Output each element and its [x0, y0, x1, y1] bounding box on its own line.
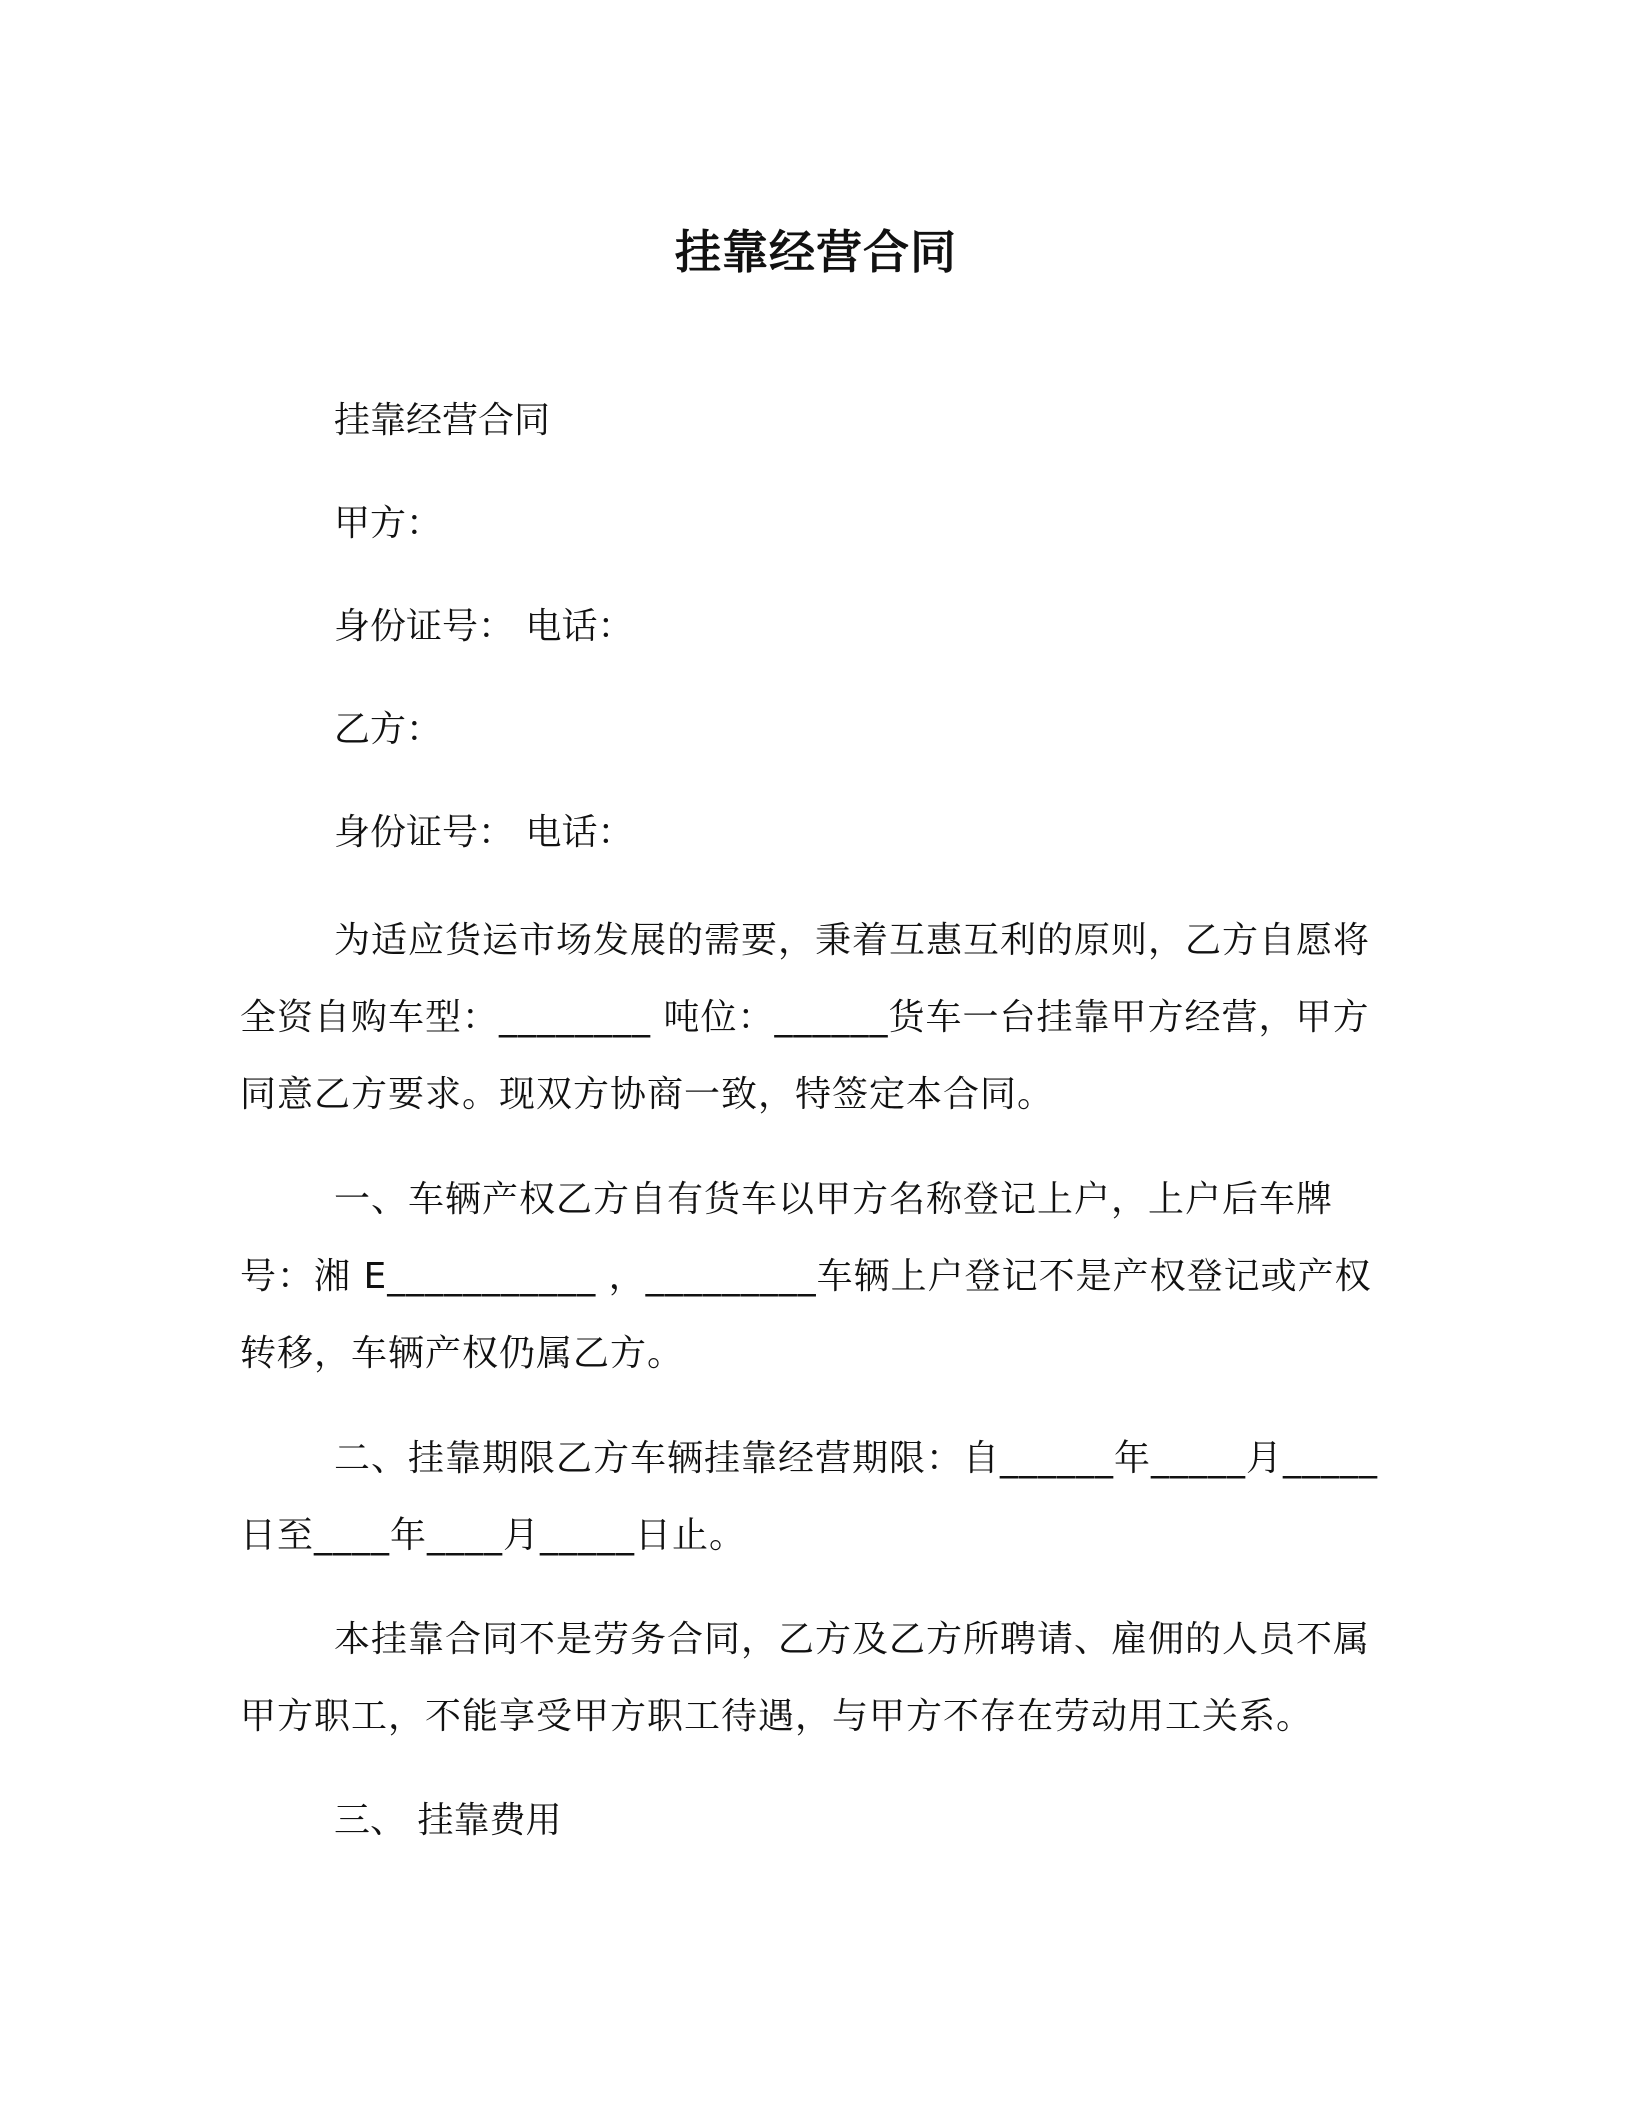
party-b-label: 乙方：: [334, 709, 443, 750]
clause-2-note-paragraph: 本挂靠合同不是劳务合同，乙方及乙方所聘请、雇佣的人员不属甲方职工，不能享受甲方职工待遇，与甲方不存在劳动用工关系。: [240, 1619, 1371, 1737]
document-title: 挂靠经营合同: [675, 225, 957, 279]
clause-1-paragraph: 一、车辆产权乙方自有货车以甲方名称登记上户，上户后车牌号：湘 E___________ ，_________车辆上户登记不是产权登记或产权转移，车辆产权仍属乙方。: [240, 1179, 1372, 1374]
document-subtitle: 挂靠经营合同: [334, 400, 551, 441]
clause-3-heading: 三、 挂靠费用: [334, 1800, 562, 1841]
clause-2-paragraph: 二、挂靠期限乙方车辆挂靠经营期限：自______年_____月_____日至____年____月_____日止。: [240, 1438, 1379, 1556]
preamble-paragraph: 为适应货运市场发展的需要，秉着互惠互利的原则，乙方自愿将全资自购车型：________ 吨位：______货车一台挂靠甲方经营，甲方同意乙方要求。现双方协商一致，特签定本合同。: [240, 920, 1371, 1115]
party-a-id-phone: 身份证号： 电话：: [334, 606, 634, 647]
party-b-id-phone: 身份证号： 电话：: [334, 812, 634, 853]
party-a-label: 甲方：: [334, 503, 443, 544]
